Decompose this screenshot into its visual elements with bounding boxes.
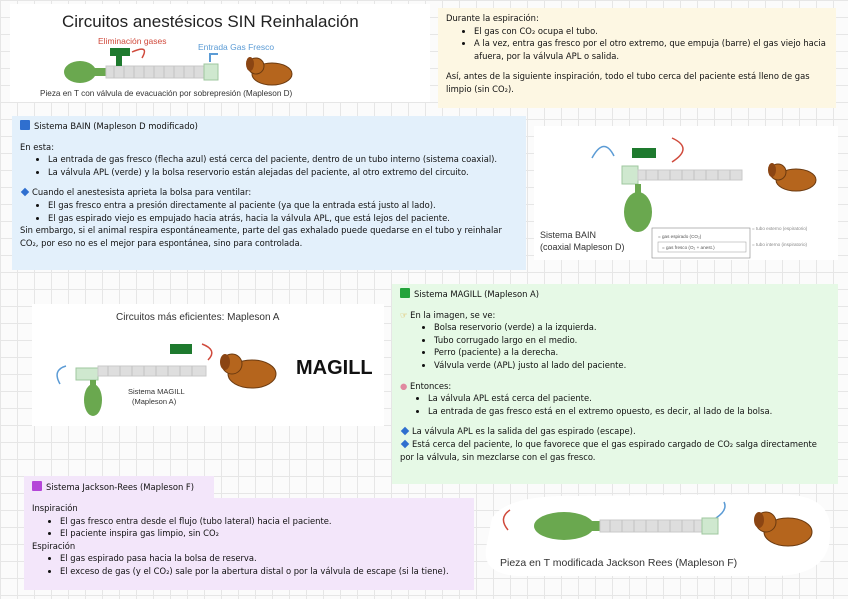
magill-item: • Perro (paciente) a la derecha. <box>434 346 830 359</box>
t-connector-icon <box>204 64 218 80</box>
bain-diagram-card <box>534 126 838 260</box>
magill-then-item: • La válvula APL está cerca del paciente. <box>428 392 830 405</box>
magill-big-label: MAGILL <box>296 357 373 379</box>
bain-squeeze-item: • El gas espirado viejo es empujado hacia atrás, hacia la válvula APL, que está lejos del paciente. <box>48 212 518 225</box>
legend-outer-tube: = tubo externo (espiratorio) <box>752 226 808 231</box>
magill-item: • Válvula verde (APL) justo al lado del paciente. <box>434 359 830 372</box>
jackson-esp-label: Espiración <box>32 540 76 551</box>
expiration-conclusion: Así, antes de la siguiente inspiración, todo el tubo cerca del paciente está lleno de gas limpio (sin CO₂). <box>446 71 810 94</box>
bain-illustration <box>534 126 838 260</box>
fresh-gas-label: Entrada Gas Fresco <box>198 42 275 52</box>
magill-item: • Tubo corrugado largo en el medio. <box>434 334 830 347</box>
expiration-intro: Durante la espiración: <box>446 13 539 23</box>
apl-valve-icon <box>632 148 656 158</box>
apl-valve-icon <box>170 344 192 354</box>
magill-point1: La válvula APL es la salida del gas espirado (escape). <box>412 426 636 437</box>
bain-item: • La válvula APL (verde) y la bolsa reservorio están alejadas del paciente, al otro extremo del circuito. <box>48 166 518 179</box>
t-piece-title: Circuitos anestésicos SIN Reinhalación <box>62 12 359 31</box>
bain-squeeze-intro: Cuando el anestesista aprieta la bolsa para ventilar: <box>32 187 252 198</box>
magill-title: Sistema MAGILL (Mapleson A) <box>414 289 540 299</box>
magill-item: • Bolsa reservorio (verde) a la izquierda. <box>434 321 830 334</box>
magill-caption-line2: (Mapleson A) <box>132 397 177 406</box>
corrugated-tube-icon <box>98 366 206 376</box>
t-piece-illustration <box>10 4 430 102</box>
bain-squeeze-item: • El gas fresco entra a presión directamente al paciente (ya que la entrada está justo al lado). <box>48 199 518 212</box>
apl-valve-icon <box>110 48 130 56</box>
legend-inner-tube: = tubo interno (inspiratorio) <box>752 242 808 247</box>
bain-caption-line1: Sistema BAIN <box>540 230 597 240</box>
expiration-item: • El gas con CO₂ ocupa el tubo. <box>474 25 828 38</box>
magill-then-intro: Entonces: <box>409 380 452 391</box>
bain-caption-line2: (coaxial Mapleson D) <box>540 242 625 252</box>
legend-fresh-gas: = gas fresco (O₂ + anest.) <box>662 245 715 250</box>
magill-point2: Está cerca del paciente, lo que favorece que el gas espirado cargado de CO₂ salga directamente por la válvula, sin mezclarse con el gas fresco. <box>400 438 817 462</box>
corrugated-tube-icon <box>106 66 204 78</box>
jackson-insp-label: Inspiración <box>32 503 78 513</box>
magill-illustration <box>32 304 384 426</box>
pointing-hand-icon: ☞ <box>400 309 411 320</box>
corrugated-tube-icon <box>600 520 702 532</box>
magill-caption-line1: Sistema MAGILL <box>128 387 185 396</box>
bain-item: • La entrada de gas fresco (flecha azul) está cerca del paciente, dentro de un tubo interno (sistema coaxial). <box>48 153 518 166</box>
expiration-item: • A la vez, entra gas fresco por el otro extremo, que empuja (barre) el gas viejo hacia afuera, por la válvula APL o salida. <box>474 37 828 62</box>
t-piece-caption: Pieza en T con válvula de evacuación por sobrepresión (Mapleson D) <box>40 89 293 98</box>
blue-diamond-icon <box>21 188 29 196</box>
bain-intro: En esta: <box>20 141 55 152</box>
coaxial-tube-icon <box>638 170 742 180</box>
expiration-note <box>438 8 836 108</box>
bain-conclusion: Sin embargo, si el animal respira espontáneamente, parte del gas exhalado puede quedarse en el tubo y reinhalar CO₂, por eso no es el mejor para espontánea, sino para controlada. <box>20 225 502 248</box>
magill-note <box>392 284 838 484</box>
blue-diamond-icon <box>401 440 409 448</box>
blue-diamond-icon <box>401 427 409 435</box>
jackson-title: Sistema Jackson-Rees (Mapleson F) <box>46 482 195 492</box>
magill-then-item: • La entrada de gas fresco está en el extremo opuesto, es decir, al lado de la bolsa. <box>428 405 830 418</box>
green-square-icon <box>400 288 410 298</box>
magill-intro: En la imagen, se ve: <box>410 309 496 320</box>
jackson-rees-caption: Pieza en T modificada Jackson Rees (Mapleson F) <box>500 557 738 569</box>
exhaust-label: Eliminación gases <box>98 36 167 46</box>
purple-square-icon <box>32 481 42 491</box>
jackson-note <box>24 498 474 590</box>
jackson-rees-card <box>478 488 838 580</box>
bain-title: Sistema BAIN (Mapleson D modificado) <box>34 121 198 131</box>
brain-icon: ● <box>400 380 410 391</box>
bain-note <box>12 116 526 270</box>
mapleson-a-title: Circuitos más eficientes: Mapleson A <box>116 312 280 323</box>
mapleson-a-card <box>32 304 384 426</box>
blue-square-icon <box>20 120 30 130</box>
jackson-title-tab <box>24 476 214 498</box>
legend-expired-gas: = gas espirado (CO₂) <box>658 234 702 239</box>
t-piece-card <box>10 4 430 102</box>
jackson-esp-item: • El gas espirado pasa hacia la bolsa de reserva. <box>60 552 466 565</box>
t-connector-icon <box>702 518 718 534</box>
jackson-esp-item: • El exceso de gas (y el CO₂) sale por la abertura distal o por la válvula de escape (si la tiene). <box>60 565 466 578</box>
jackson-insp-item: • El gas fresco entra desde el flujo (tubo lateral) hacia el paciente. <box>60 515 466 528</box>
jackson-rees-illustration <box>478 488 838 580</box>
jackson-insp-item: • El paciente inspira gas limpio, sin CO₂ <box>60 527 466 540</box>
gas-legend-box <box>652 228 750 258</box>
